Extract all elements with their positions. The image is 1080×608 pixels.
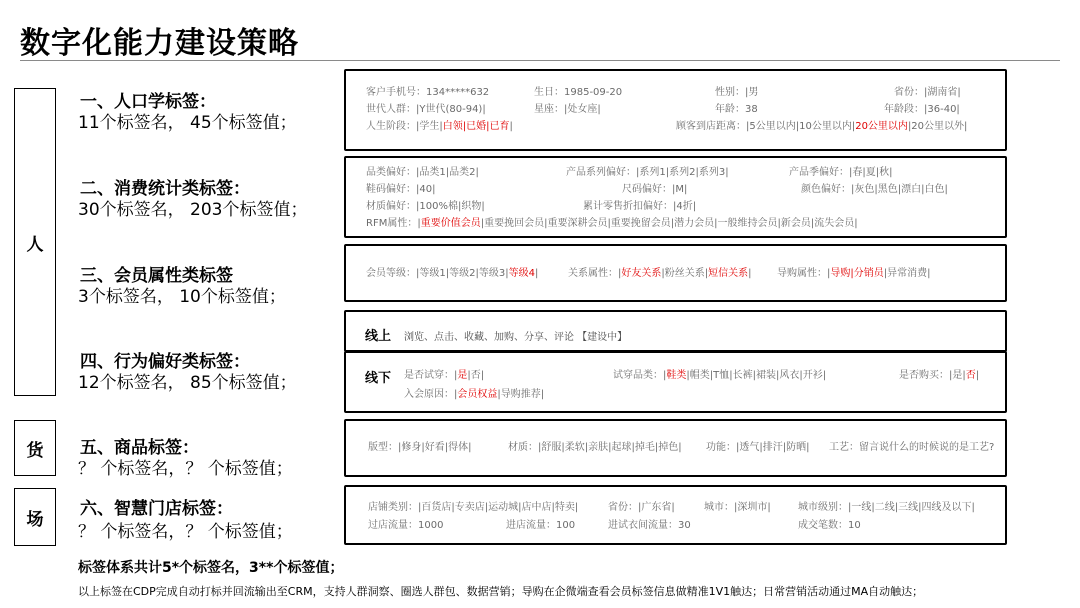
tag-try-on: 是否试穿：|是|否| xyxy=(404,370,485,381)
store-box xyxy=(344,485,1007,545)
tag-material-pref: 材质偏好：|100%棉|织物| xyxy=(366,201,485,212)
tag-generation: 世代人群：|Y世代(80-94)| xyxy=(366,104,486,115)
category-label-ren: 人 xyxy=(26,234,44,255)
tag-try-category: 试穿品类：|鞋类|帽类|T恤|长裤|裙装|风衣|开衫| xyxy=(613,370,827,381)
section-2-count: 30个标签名， 203个标签值； xyxy=(78,200,308,220)
section-5-count: ？ 个标签名，？ 个标签值； xyxy=(78,459,293,479)
tag-category-pref: 品类偏好：|品类1|品类2| xyxy=(366,167,479,178)
online-behaviors: 浏览、点击、收藏、加购、分享、评论 【建设中】 xyxy=(404,332,628,343)
tag-fitting-room-traffic: 进试衣间流量：30 xyxy=(608,520,691,531)
summary-text: 标签体系共计5*个标签名，3**个标签值； xyxy=(78,560,344,576)
consumption-box xyxy=(344,156,1007,238)
section-5-name: 五、商品标签： xyxy=(80,438,199,458)
page-title: 数字化能力建设策略 xyxy=(20,26,299,61)
category-label-chang: 场 xyxy=(26,509,44,530)
tag-province: 省份：|湖南省| xyxy=(894,87,961,98)
tag-phone: 客户手机号：134*****632 xyxy=(366,87,490,98)
tag-color-pref: 颜色偏好：|灰色|黑色|漂白|白色| xyxy=(801,184,948,195)
tag-store-city: 城市：|深圳市| xyxy=(704,502,771,513)
tag-store-province: 省份：|广东省| xyxy=(608,502,675,513)
category-box-huo xyxy=(14,420,56,476)
tag-age-range: 年龄段：|36-40| xyxy=(884,104,960,115)
demographics-box xyxy=(344,69,1007,151)
section-1-count: 11个标签名， 45个标签值； xyxy=(78,113,297,133)
tag-age: 年龄：38 xyxy=(715,104,758,115)
behavior-online-box xyxy=(344,310,1007,352)
tag-entry-traffic: 进店流量：100 xyxy=(506,520,576,531)
category-box-ren xyxy=(14,88,56,396)
tag-guide: 导购属性：|导购|分销员|异常消费| xyxy=(777,268,931,279)
section-6-count: ？ 个标签名，？ 个标签值； xyxy=(78,522,293,542)
section-2-name: 二、消费统计类标签： xyxy=(80,179,250,199)
section-4-count: 12个标签名， 85个标签值； xyxy=(78,373,297,393)
section-1-name: 一、人口学标签： xyxy=(80,92,216,112)
tag-birthday: 生日：1985-09-20 xyxy=(534,87,623,98)
section-6-name: 六、智慧门店标签： xyxy=(80,499,233,519)
tag-craft: 工艺：留言说什么的时候说的是工艺? xyxy=(829,442,995,453)
tag-store-distance: 顾客到店距离：|5公里以内|10公里以内|20公里以内|20公里以外| xyxy=(676,121,968,132)
tag-shoe-size: 鞋码偏好：|40| xyxy=(366,184,436,195)
tag-member-level: 会员等级：|等级1|等级2|等级3|等级4| xyxy=(366,268,539,279)
tag-discount-pref: 累计零售折扣偏好：|4折| xyxy=(583,201,697,212)
tag-size-pref: 尺码偏好：|M| xyxy=(622,184,688,195)
tag-fit: 版型：|修身|好看|得体| xyxy=(368,442,472,453)
title-divider xyxy=(20,60,1060,61)
tag-join-reason: 入会原因：|会员权益|导购推荐| xyxy=(404,389,545,400)
section-3-name: 三、会员属性类标签 xyxy=(80,266,233,286)
tag-purchased: 是否购买：|是|否| xyxy=(899,370,980,381)
tag-store-type: 店铺类别：|百货店|专卖店|运动城|店中店|特卖| xyxy=(368,502,579,513)
tag-material: 材质：|舒服|柔软|亲肤|起球|掉毛|掉色| xyxy=(508,442,682,453)
section-4-name: 四、行为偏好类标签： xyxy=(80,352,250,372)
tag-pass-traffic: 过店流量：1000 xyxy=(368,520,444,531)
tag-deal-count: 成交笔数：10 xyxy=(798,520,861,531)
product-box xyxy=(344,419,1007,477)
tag-function: 功能：|透气|排汗|防晒| xyxy=(706,442,810,453)
offline-label: 线下 xyxy=(365,371,392,386)
tag-season-pref: 产品季偏好：|春|夏|秋| xyxy=(789,167,893,178)
tag-city-level: 城市级别：|一线|二线|三线|四线及以下| xyxy=(798,502,975,513)
tag-relation: 关系属性：|好友关系|粉丝关系|短信关系| xyxy=(568,268,752,279)
tag-gender: 性别：|男 xyxy=(715,87,759,98)
category-box-chang xyxy=(14,488,56,546)
section-3-count: 3个标签名， 10个标签值； xyxy=(78,287,286,307)
behavior-offline-box xyxy=(344,351,1007,413)
tag-rfm: RFM属性：|重要价值会员|重要挽回会员|重要深耕会员|重要挽留会员|潜力会员|一般维持会员|新会员|流失会员| xyxy=(366,218,858,229)
member-box xyxy=(344,244,1007,302)
category-label-huo: 货 xyxy=(26,440,44,461)
tag-series-pref: 产品系列偏好：|系列1|系列2|系列3| xyxy=(566,167,729,178)
footnote-text: 以上标签在CDP完成自动打标并回流输出至CRM，支持人群洞察、圈选人群包、数据营销；导购在企微端查看会员标签信息做精准1V1触达；日常营销活动通过MA自动触达； xyxy=(78,585,924,598)
tag-zodiac: 星座：|处女座| xyxy=(534,104,601,115)
online-label: 线上 xyxy=(365,329,392,344)
tag-life-stage: 人生阶段：|学生|白领|已婚|已育| xyxy=(366,121,513,132)
